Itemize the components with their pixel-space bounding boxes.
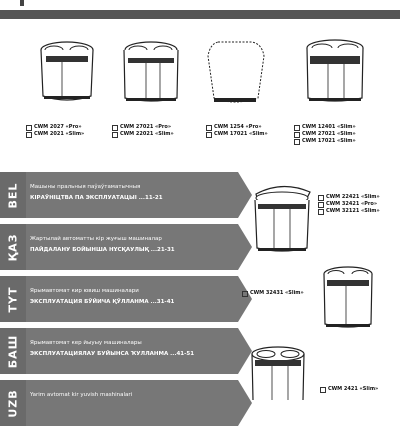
model-list [294, 124, 356, 145]
washing-machine-icon [242, 342, 314, 400]
language-tab-bash[interactable] [0, 328, 238, 374]
language-code: BEL [6, 182, 20, 208]
language-tab-uzb[interactable] [0, 380, 238, 426]
checkbox-icon[interactable] [112, 125, 118, 131]
checkbox-icon[interactable] [320, 387, 326, 393]
model-list [320, 386, 378, 393]
checkbox-icon[interactable] [206, 132, 212, 138]
model-list [112, 124, 174, 138]
checkbox-icon[interactable] [112, 132, 118, 138]
model-label: CWM 27021 «Slim» [302, 131, 356, 137]
checkbox-icon[interactable] [318, 209, 324, 215]
checkbox-icon[interactable] [318, 202, 324, 208]
model-label: CWM 1254 «Pro» [214, 124, 262, 130]
checkbox-icon[interactable] [294, 132, 300, 138]
language-code: ТҮТ [6, 286, 20, 312]
section-title: Жартылай автоматты кір жуғыш машиналар [30, 236, 162, 242]
washing-machine-icon [200, 36, 270, 110]
section-pages: ПАЙДАЛАНУ БОЙЫНША НҰСҚАУЛЫҚ ...21-31 [30, 247, 175, 253]
model-label: CWM 17021 «Slim» [302, 138, 356, 144]
model-list [318, 194, 380, 215]
section-title: Ярымавтомат кер йыуыу машиналары [30, 340, 142, 346]
section-title: Yarim avtomat kir yuvish mashinalari [30, 392, 133, 398]
model-label: CWM 32421 «Pro» [326, 201, 378, 207]
language-code: ҚАЗ [6, 233, 20, 261]
washing-machine-icon [116, 38, 186, 108]
model-label: CWM 32121 «Slim» [326, 208, 380, 214]
model-label: CWM 2021 «Slim» [34, 131, 85, 137]
checkbox-icon[interactable] [318, 195, 324, 201]
top-strip [0, 0, 400, 22]
language-code: UZB [6, 388, 20, 418]
checkbox-icon[interactable] [206, 125, 212, 131]
model-label: CWM 27021 «Pro» [120, 124, 172, 130]
model-label: CWM 22021 «Slim» [120, 131, 174, 137]
language-code: БАШ [6, 334, 20, 368]
checkbox-icon[interactable] [294, 125, 300, 131]
model-label: CWM 12401 «Slim» [302, 124, 356, 130]
checkbox-icon[interactable] [26, 132, 32, 138]
header-band [0, 10, 400, 19]
language-tab-bel[interactable] [0, 172, 238, 218]
model-label: CWM 2421 «Slim» [328, 386, 379, 392]
model-label: CWM 22421 «Slim» [326, 194, 380, 200]
model-list [206, 124, 268, 138]
section-pages: ЭКСПЛУАТАЦИЯЛАУ БУЙЫНСА ҠУЛЛАНМА ...41-51 [30, 351, 195, 357]
section-pages: КІРАЎНІЦТВА ПА ЭКСПЛУАТАЦЫІ ...11-21 [30, 195, 163, 201]
model-list [242, 290, 304, 297]
section-title: Машыны пральныя паўаўтаматычныя [30, 184, 141, 190]
washing-machine-icon [298, 36, 372, 110]
language-tab-tut[interactable] [0, 276, 238, 322]
checkbox-icon[interactable] [242, 291, 248, 297]
model-label: CWM 2027 «Pro» [34, 124, 82, 130]
model-label: CWM 17021 «Slim» [214, 131, 268, 137]
top-marker [20, 0, 24, 6]
section-title: Ярымавтомат кир ювиш машиналари [30, 288, 139, 294]
washing-machine-icon [316, 262, 380, 334]
model-label: CWM 32431 «Slim» [250, 290, 304, 296]
model-list [26, 124, 84, 138]
checkbox-icon[interactable] [294, 139, 300, 145]
washing-machine-icon [246, 180, 318, 258]
section-pages: ЭКСПЛУАТАЦИЯ БЎЙИЧА ҚЎЛЛАНМА ...31-41 [30, 299, 175, 305]
language-tab-kaz[interactable] [0, 224, 238, 270]
checkbox-icon[interactable] [26, 125, 32, 131]
washing-machine-icon [32, 38, 102, 108]
